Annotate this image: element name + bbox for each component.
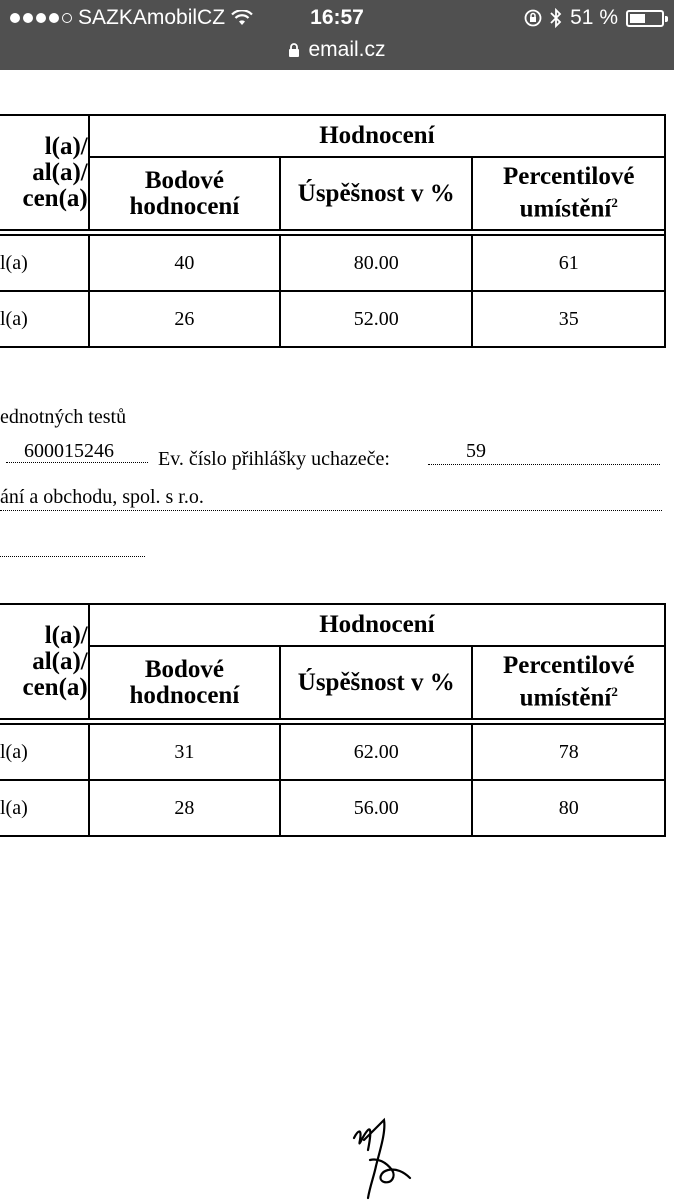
- cell-success: 62.00: [280, 724, 472, 780]
- table-row: [0, 780, 665, 836]
- results-table-1: [0, 114, 666, 348]
- ev-value: 59: [466, 440, 486, 462]
- cell-success: 56.00: [280, 780, 472, 836]
- id-value: 600015246: [24, 440, 114, 462]
- cell-percentile: 78: [472, 724, 665, 780]
- org-dotted-line: [0, 510, 662, 511]
- ev-dotted-line: [428, 464, 660, 465]
- cell-score: 40: [89, 235, 280, 291]
- organization-name: ání a obchodu, spol. s r.o.: [0, 486, 204, 508]
- row-label: l(a): [0, 291, 89, 347]
- status-icons: [524, 6, 664, 30]
- url-bar[interactable]: [0, 38, 674, 62]
- row-label: l(a): [0, 724, 89, 780]
- cell-percentile: 80: [472, 780, 665, 836]
- battery-percent: 51 %: [570, 6, 618, 29]
- group-header: Hodnocení: [89, 115, 665, 157]
- column-header-success: Úspěšnost v %: [280, 646, 472, 719]
- cell-success: 80.00: [280, 235, 472, 291]
- cell-percentile: 61: [472, 235, 665, 291]
- results-table-2: [0, 603, 666, 837]
- url-text: email.cz: [308, 38, 386, 61]
- row-header-column: [0, 115, 89, 230]
- table-row: [0, 235, 665, 291]
- handwritten-signature: [340, 1110, 420, 1200]
- column-header-percentile: Percentilové umístění$^2$: [472, 157, 665, 230]
- row-header-column: [0, 604, 89, 719]
- left-header-line-3: cen(a): [22, 184, 88, 212]
- cell-percentile: 35: [472, 291, 665, 347]
- lock-rotation-icon: [524, 9, 542, 27]
- clock: 16:57: [310, 6, 364, 29]
- ev-label: Ev. číslo přihlášky uchazeče:: [158, 448, 390, 470]
- left-header-line-2: al(a)/: [32, 158, 88, 186]
- column-header-score: Bodové hodnocení: [89, 157, 280, 230]
- column-header-score: Bodové hodnocení: [89, 646, 280, 719]
- column-header-percentile: Percentilové umístění$^2$: [472, 646, 665, 719]
- table-row: [0, 291, 665, 347]
- cell-success: 52.00: [280, 291, 472, 347]
- tests-label: ednotných testů: [0, 406, 127, 428]
- left-header-line-2: al(a)/: [32, 647, 88, 675]
- carrier-name: SAZKAmobilCZ: [78, 6, 226, 29]
- cell-score: 28: [89, 780, 280, 836]
- group-header: Hodnocení: [89, 604, 665, 646]
- left-header-line-3: cen(a): [22, 673, 88, 701]
- table-row: [0, 724, 665, 780]
- status-bar: [0, 0, 674, 70]
- row-label: l(a): [0, 780, 89, 836]
- column-header-success: Úspěšnost v %: [280, 157, 472, 230]
- cell-score: 26: [89, 291, 280, 347]
- left-header-line-1: l(a)/: [44, 621, 88, 649]
- bluetooth-icon: [550, 8, 562, 28]
- cell-score: 31: [89, 724, 280, 780]
- lock-icon: [288, 43, 300, 58]
- blank-dotted-line: [0, 556, 145, 557]
- row-label: l(a): [0, 235, 89, 291]
- left-header-line-1: l(a)/: [44, 132, 88, 160]
- battery-icon: [626, 10, 664, 27]
